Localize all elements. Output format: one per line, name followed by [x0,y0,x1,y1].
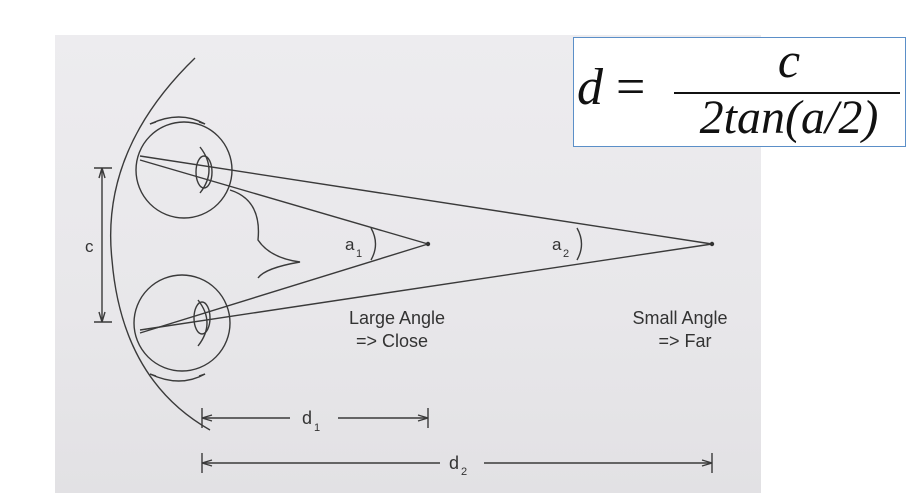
d1-label: d [302,408,313,428]
lower-eye [134,275,230,381]
formula-lhs: d [577,59,603,116]
small-angle-caption-line2: => Far [658,331,712,351]
head-outline [111,58,210,430]
distance-formula-box [573,32,906,147]
a2-label: a [552,235,562,254]
formula-numerator: c [777,32,801,88]
d2-subscript: 2 [461,466,468,478]
large-angle-caption-line2: => Close [355,331,429,351]
c-label: c [85,237,94,256]
formula-equals: = [616,59,646,116]
far-point [710,242,714,246]
a1-subscript: 1 [356,248,363,260]
sight-line-far-upper [140,156,712,244]
a2-subscript: 2 [563,248,570,260]
sight-line-near-upper [140,160,428,244]
angle-arc-a1 [371,228,376,260]
angle-arc-a2 [577,228,582,260]
small-angle-caption-line1: Small Angle [632,308,728,328]
a1-label: a [345,235,355,254]
formula-denominator: 2tan(a/2) [699,91,879,144]
d2-label: d [449,453,460,473]
d1-subscript: 1 [314,422,321,434]
large-angle-caption-line1: Large Angle [348,308,446,328]
near-point [426,242,430,246]
